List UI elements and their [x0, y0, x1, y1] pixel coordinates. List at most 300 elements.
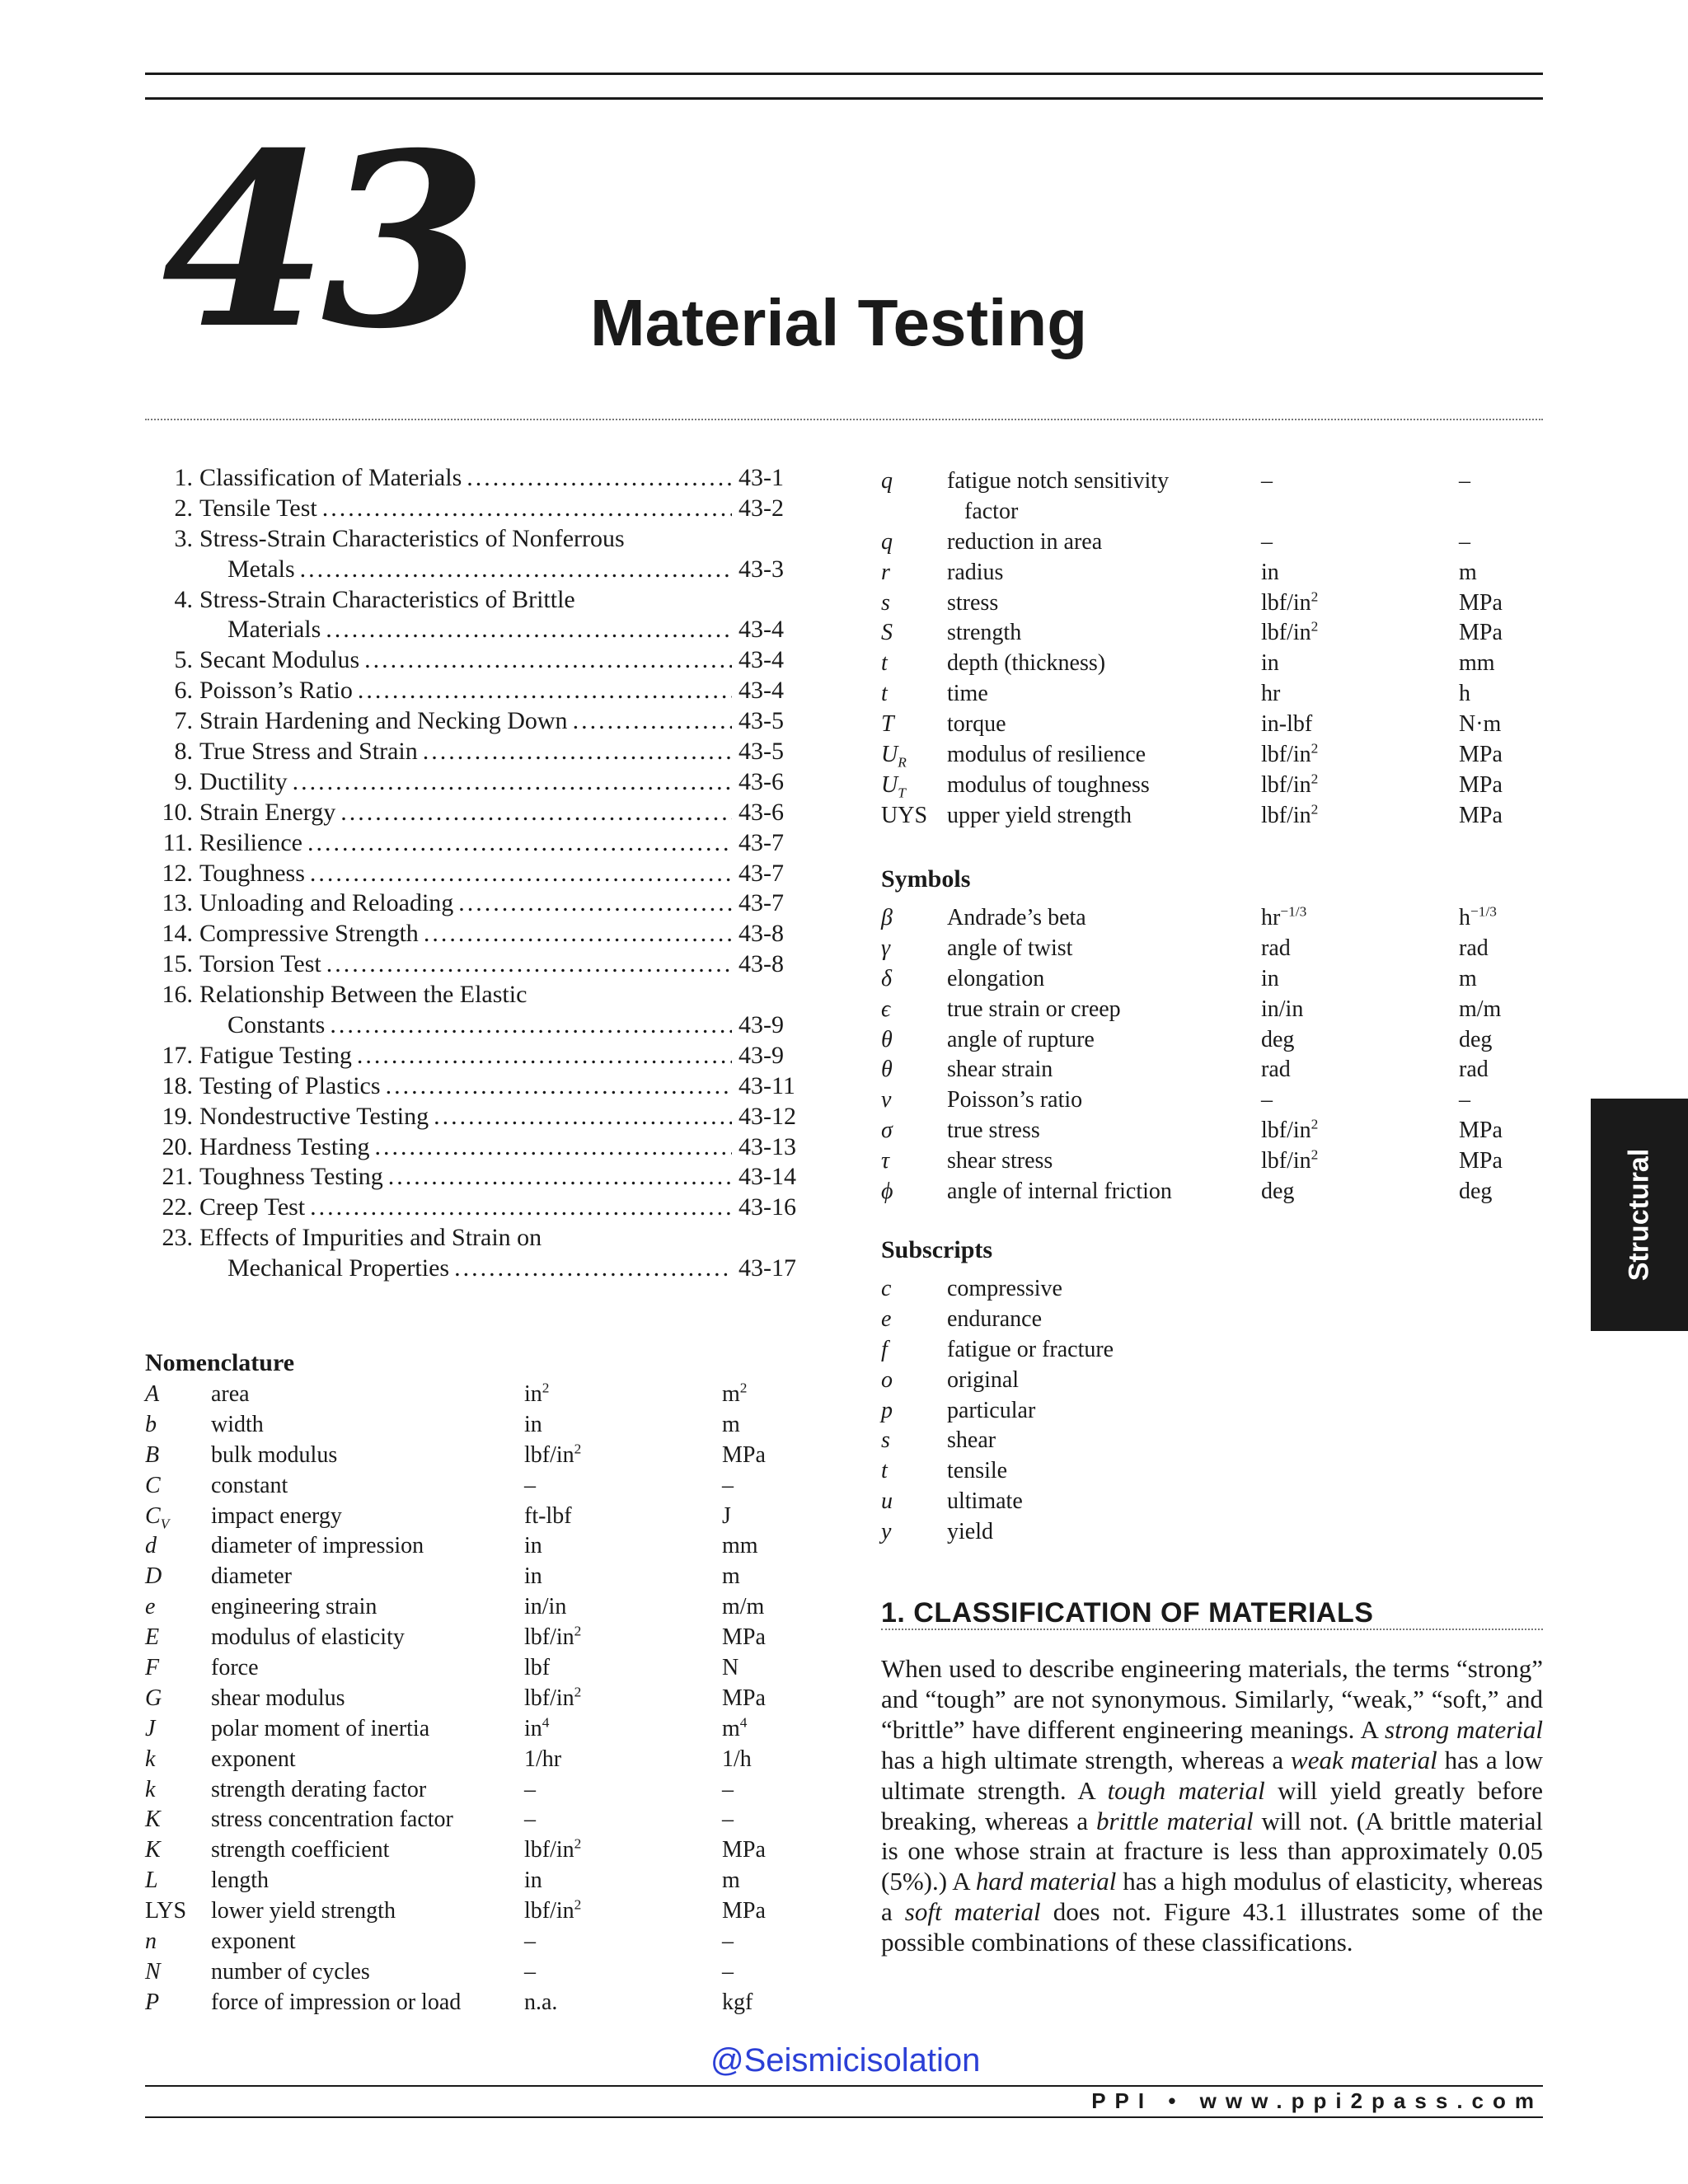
description-cell: original: [947, 1366, 1020, 1393]
symbol-cell: c: [881, 1276, 892, 1301]
symbol-cell: J: [145, 1715, 156, 1741]
table-row: [881, 1085, 1543, 1116]
toc-label: Toughness: [199, 859, 305, 887]
us-unit-cell: lbf/$in^2$: [524, 1623, 582, 1651]
toc-leader: [310, 859, 732, 889]
toc-page: 43-1: [738, 464, 784, 491]
symbol-cell: S: [881, 620, 893, 646]
symbol-cell: s: [881, 1427, 890, 1454]
table-row: [881, 558, 1543, 588]
table-row: [881, 1487, 1543, 1517]
toc-label: Secant Modulus: [199, 646, 360, 674]
table-row: [881, 1396, 1543, 1427]
toc-leader: [358, 676, 732, 706]
si-unit-cell: $h^{-1/3}$: [1459, 903, 1497, 930]
si-unit-cell: –: [722, 1472, 734, 1498]
table-row: [881, 497, 1543, 527]
symbol-cell: t: [881, 1458, 888, 1484]
symbol-cell: y: [881, 1519, 892, 1545]
table-row: [145, 1471, 804, 1502]
table-row: [145, 1957, 804, 1988]
toc-label: Torsion Test: [199, 950, 321, 978]
toc-label: Stress-Strain Characteristics of Brittle: [199, 585, 575, 613]
us-unit-cell: deg: [1261, 1026, 1295, 1052]
si-unit-cell: J: [722, 1502, 731, 1529]
toc-entry[interactable]: [145, 1162, 804, 1193]
us-unit-cell: ft-lbf: [524, 1502, 572, 1529]
us-unit-cell: in/in: [1261, 996, 1304, 1022]
table-row: [145, 1380, 804, 1410]
us-unit-cell: lbf/$in^2$: [524, 1441, 582, 1468]
toc-label: Mechanical Properties: [227, 1254, 450, 1282]
si-unit-cell: $m^2$: [722, 1380, 748, 1407]
table-row: [145, 1410, 804, 1441]
toc-leader: [573, 706, 732, 737]
si-unit-cell: m/m: [1459, 996, 1502, 1022]
us-unit-cell: –: [1261, 1087, 1273, 1113]
side-tab[interactable]: [1591, 1099, 1688, 1331]
description-cell: impact energy: [211, 1502, 342, 1529]
description-cell: lower yield strength: [211, 1898, 396, 1924]
description-cell: true strain or creep: [947, 996, 1121, 1022]
description-cell: stress: [947, 589, 999, 616]
symbol-cell: ϵ: [881, 996, 891, 1022]
toc-label: Tensile Test: [199, 494, 317, 522]
symbol-cell: q: [881, 528, 893, 555]
symbols-table: [881, 903, 1543, 1207]
si-unit-cell: deg: [1459, 1026, 1493, 1052]
si-unit-cell: –: [722, 1807, 734, 1833]
us-unit-cell: in-lbf: [1261, 711, 1313, 738]
toc-number: 23.: [162, 1224, 193, 1252]
us-unit-cell: –: [524, 1472, 536, 1498]
toc-leader: [340, 798, 732, 828]
us-unit-cell: in: [1261, 965, 1279, 991]
symbol-cell: σ: [881, 1118, 893, 1144]
toc-page: 43-5: [738, 738, 784, 766]
toc-label: Unloading and Reloading: [199, 889, 454, 917]
toc-label: Testing of Plastics: [199, 1071, 381, 1099]
toc-page: 43-4: [738, 677, 784, 705]
us-unit-cell: –: [524, 1958, 536, 1985]
toc-number: 20.: [162, 1132, 193, 1160]
watermark: @Seismicisolation: [710, 2042, 981, 2079]
si-unit-cell: –: [722, 1929, 734, 1955]
table-row: [881, 771, 1543, 801]
si-unit-cell: MPa: [1459, 589, 1503, 616]
us-unit-cell: rad: [1261, 935, 1291, 961]
table-row: [881, 995, 1543, 1025]
table-row: [881, 903, 1543, 934]
table-row: [881, 1426, 1543, 1456]
toc-entry[interactable]: [145, 494, 804, 524]
symbol-cell: e: [881, 1305, 892, 1332]
description-cell: time: [947, 681, 988, 707]
us-unit-cell: 1/hr: [524, 1746, 562, 1772]
toc-number: 11.: [162, 828, 193, 856]
toc-page: 43-8: [738, 920, 784, 948]
description-cell: diameter of impression: [211, 1533, 424, 1559]
us-unit-cell: in: [524, 1868, 542, 1894]
description-cell: ultimate: [947, 1488, 1023, 1515]
toc-leader: [330, 1010, 732, 1041]
toc-label: Classification of Materials: [199, 464, 462, 491]
toc-entry[interactable]: [145, 676, 804, 706]
toc-leader: [454, 1254, 732, 1284]
table-row: [881, 649, 1543, 679]
footer-text: PPI • www.ppi2pass.com: [1091, 2088, 1543, 2113]
toc-entry[interactable]: [145, 737, 804, 767]
symbol-cell: P: [145, 1989, 160, 2015]
description-cell: elongation: [947, 965, 1045, 991]
toc-leader: [434, 1102, 732, 1132]
us-unit-cell: lbf/$in^2$: [1261, 1116, 1319, 1144]
description-cell: modulus of toughness: [947, 771, 1150, 798]
toc-entry[interactable]: [145, 1102, 804, 1132]
toc-entry[interactable]: [145, 1071, 804, 1102]
table-row: [145, 1441, 804, 1471]
symbol-cell: t: [881, 681, 888, 707]
table-row: [881, 527, 1543, 558]
si-unit-cell: mm: [722, 1533, 758, 1559]
toc-page: 43-7: [738, 889, 784, 917]
si-unit-cell: $m^4$: [722, 1714, 748, 1741]
description-cell: number of cycles: [211, 1958, 370, 1985]
si-unit-cell: –: [722, 1958, 734, 1985]
description-cell: engineering strain: [211, 1594, 377, 1620]
toc-entry[interactable]: [145, 463, 804, 494]
table-row: [881, 1366, 1543, 1396]
toc-number: 22.: [162, 1193, 193, 1221]
symbol-cell: δ: [881, 965, 893, 991]
toc-page: 43-6: [738, 767, 784, 795]
toc-leader: [386, 1071, 732, 1102]
symbol-cell: $U_R$: [881, 742, 907, 771]
toc-leader: [388, 1162, 732, 1193]
symbol-cell: ν: [881, 1087, 892, 1113]
symbol-cell: LYS: [145, 1898, 187, 1924]
toc-number: 15.: [162, 950, 193, 978]
toc-page: 43-12: [738, 1102, 796, 1130]
table-row: [881, 679, 1543, 710]
si-unit-cell: 1/h: [722, 1746, 752, 1772]
toc-number: 16.: [162, 981, 193, 1009]
toc-entry[interactable]: [145, 949, 804, 980]
toc-page: 43-7: [738, 828, 784, 856]
us-unit-cell: in/in: [524, 1594, 567, 1620]
chapter-number: 43: [162, 101, 481, 382]
symbol-cell: τ: [881, 1148, 890, 1174]
table-row: [881, 1274, 1543, 1305]
si-unit-cell: MPa: [1459, 802, 1503, 828]
footer-rule-2: [145, 2116, 1543, 2118]
us-unit-cell: hr: [1261, 681, 1281, 707]
toc-entry[interactable]: [145, 1193, 804, 1223]
si-unit-cell: mm: [1459, 650, 1495, 677]
toc-label: True Stress and Strain: [199, 738, 418, 766]
description-cell: compressive: [947, 1276, 1062, 1301]
symbol-cell: E: [145, 1624, 160, 1651]
toc-entry[interactable]: [145, 1254, 804, 1284]
description-cell: fatigue notch sensitivity: [947, 468, 1170, 494]
toc-entry[interactable]: [145, 767, 804, 798]
symbol-cell: A: [145, 1381, 160, 1407]
toc-leader: [458, 888, 732, 919]
us-unit-cell: lbf: [524, 1655, 551, 1681]
toc-leader: [310, 1193, 732, 1223]
description-cell: shear modulus: [211, 1685, 345, 1711]
description-cell: force: [211, 1655, 259, 1681]
description-cell: upper yield strength: [947, 802, 1132, 828]
description-cell: width: [211, 1411, 264, 1437]
toc-entry[interactable]: [145, 555, 804, 585]
toc-leader: [293, 767, 732, 798]
table-row: [145, 1562, 804, 1592]
toc-entry[interactable]: [145, 524, 804, 555]
description-cell: angle of rupture: [947, 1026, 1095, 1052]
toc-leader: [423, 737, 732, 767]
toc-label: Nondestructive Testing: [199, 1102, 429, 1130]
description-cell: constant: [211, 1472, 288, 1498]
toc-page: 43-6: [738, 798, 784, 826]
symbol-cell: N: [145, 1958, 161, 1985]
toc-page: 43-4: [738, 616, 784, 644]
us-unit-cell: –: [524, 1929, 536, 1955]
us-unit-cell: in: [524, 1411, 542, 1437]
toc-label: Constants: [227, 1011, 326, 1039]
table-of-contents: [145, 463, 804, 1284]
section-heading: 1. CLASSIFICATION OF MATERIALS: [881, 1597, 1374, 1629]
toc-label: Relationship Between the Elastic: [199, 981, 528, 1009]
symbol-cell: d: [145, 1533, 157, 1559]
symbol-cell: K: [145, 1837, 161, 1863]
toc-number: 14.: [162, 920, 193, 948]
us-unit-cell: lbf/$in^2$: [524, 1684, 582, 1711]
table-row: [881, 1517, 1543, 1548]
si-unit-cell: m: [722, 1411, 740, 1437]
toc-number: 3.: [174, 524, 193, 552]
us-unit-cell: –: [1261, 528, 1273, 555]
symbol-cell: γ: [881, 935, 891, 961]
si-unit-cell: MPa: [1459, 742, 1503, 768]
nomenclature-table-continued: [881, 466, 1543, 832]
description-cell: fatigue or fracture: [947, 1336, 1114, 1362]
description-cell: exponent: [211, 1929, 296, 1955]
toc-leader: [326, 615, 732, 645]
us-unit-cell: lbf/$in^2$: [1261, 740, 1319, 768]
toc-number: 19.: [162, 1102, 193, 1130]
description-cell: tensile: [947, 1458, 1008, 1484]
toc-number: 1.: [174, 464, 193, 491]
table-row: [145, 1684, 804, 1714]
si-unit-cell: –: [722, 1776, 734, 1802]
toc-leader: [300, 555, 732, 585]
toc-number: 21.: [162, 1163, 193, 1191]
description-cell: angle of internal friction: [947, 1179, 1172, 1205]
symbol-cell: b: [145, 1411, 157, 1437]
si-unit-cell: –: [1459, 1087, 1470, 1113]
table-row: [145, 1623, 804, 1653]
symbol-cell: D: [145, 1563, 162, 1590]
table-row: [881, 1305, 1543, 1335]
toc-label: Poisson’s Ratio: [199, 677, 353, 705]
description-cell: strength coefficient: [211, 1837, 390, 1863]
symbol-cell: n: [145, 1929, 157, 1955]
us-unit-cell: in: [1261, 650, 1279, 677]
toc-entry[interactable]: [145, 1041, 804, 1071]
si-unit-cell: MPa: [722, 1624, 766, 1651]
us-unit-cell: $in^4$: [524, 1714, 550, 1741]
symbol-cell: β: [881, 905, 893, 930]
toc-label: Ductility: [199, 767, 288, 795]
toc-number: 9.: [174, 767, 193, 795]
nomenclature-heading: Nomenclature: [145, 1349, 295, 1376]
description-cell: true stress: [947, 1118, 1040, 1144]
toc-entry[interactable]: [145, 1132, 804, 1163]
subscripts-table: [881, 1274, 1543, 1548]
symbol-cell: o: [881, 1366, 893, 1393]
us-unit-cell: $in^2$: [524, 1380, 550, 1407]
toc-entry[interactable]: [145, 1010, 804, 1041]
si-unit-cell: N·m: [1459, 711, 1502, 738]
toc-label: Toughness Testing: [199, 1163, 383, 1191]
toc-label: Metals: [227, 555, 295, 583]
toc-number: 10.: [162, 798, 193, 826]
us-unit-cell: lbf/$in^2$: [1261, 619, 1319, 646]
description-cell: diameter: [211, 1563, 292, 1590]
toc-entry[interactable]: [145, 1223, 804, 1254]
toc-label: Hardness Testing: [199, 1132, 370, 1160]
symbols-heading: Symbols: [881, 865, 971, 893]
si-unit-cell: MPa: [1459, 771, 1503, 798]
description-cell: torque: [947, 711, 1006, 738]
us-unit-cell: lbf/$in^2$: [524, 1836, 582, 1863]
description-cell: modulus of elasticity: [211, 1624, 405, 1651]
description-cell: Poisson’s ratio: [947, 1087, 1083, 1113]
toc-leader: [374, 1132, 732, 1163]
description-cell: stress concentration factor: [211, 1807, 453, 1833]
toc-entry[interactable]: [145, 645, 804, 676]
title-divider: [145, 419, 1543, 420]
table-row: [881, 740, 1543, 771]
symbol-cell: $U_T$: [881, 771, 906, 801]
symbol-cell: G: [145, 1685, 162, 1711]
toc-entry[interactable]: [145, 615, 804, 645]
table-row: [145, 1927, 804, 1957]
table-row: [881, 801, 1543, 832]
toc-label: Fatigue Testing: [199, 1041, 352, 1069]
toc-entry[interactable]: [145, 980, 804, 1010]
toc-number: 4.: [174, 585, 193, 613]
us-unit-cell: lbf/$in^2$: [1261, 1146, 1319, 1174]
toc-page: 43-7: [738, 859, 784, 887]
toc-entry[interactable]: [145, 828, 804, 859]
table-row: [881, 1146, 1543, 1177]
si-unit-cell: m: [1459, 559, 1477, 585]
description-cell: length: [211, 1868, 269, 1894]
toc-leader: [364, 645, 732, 676]
table-row: [145, 1653, 804, 1684]
us-unit-cell: deg: [1261, 1179, 1295, 1205]
toc-label: Resilience: [199, 828, 302, 856]
symbol-cell: q: [881, 468, 893, 494]
toc-entry[interactable]: [145, 798, 804, 828]
description-cell: shear strain: [947, 1057, 1053, 1083]
toc-page: 43-5: [738, 707, 784, 735]
toc-number: 13.: [162, 889, 193, 917]
description-cell: angle of twist: [947, 935, 1073, 961]
toc-entry[interactable]: [145, 706, 804, 737]
description-cell: particular: [947, 1397, 1036, 1423]
us-unit-cell: in: [524, 1563, 542, 1590]
table-row: [145, 1988, 804, 2018]
table-row: [145, 1745, 804, 1775]
table-row: [881, 1055, 1543, 1085]
toc-number: 17.: [162, 1041, 193, 1069]
si-unit-cell: rad: [1459, 1057, 1489, 1083]
description-cell: exponent: [211, 1746, 296, 1772]
symbol-cell: F: [145, 1655, 160, 1681]
table-row: [881, 934, 1543, 964]
si-unit-cell: –: [1459, 468, 1470, 494]
toc-number: 2.: [174, 494, 193, 522]
si-unit-cell: m: [722, 1868, 740, 1894]
us-unit-cell: lbf/$in^2$: [1261, 771, 1319, 798]
si-unit-cell: rad: [1459, 935, 1489, 961]
us-unit-cell: –: [524, 1776, 536, 1802]
si-unit-cell: deg: [1459, 1179, 1493, 1205]
toc-label: Strain Energy: [199, 798, 336, 826]
top-rule-2: [145, 97, 1543, 100]
description-cell: polar moment of inertia: [211, 1715, 430, 1741]
description-cell: depth (thickness): [947, 650, 1106, 677]
symbol-cell: B: [145, 1441, 160, 1468]
toc-page: 43-9: [738, 1011, 784, 1039]
table-row: [881, 964, 1543, 995]
symbol-cell: f: [881, 1336, 888, 1362]
toc-number: 5.: [174, 646, 193, 674]
toc-number: 8.: [174, 738, 193, 766]
toc-entry[interactable]: [145, 859, 804, 889]
toc-page: 43-16: [738, 1193, 796, 1221]
toc-page: 43-14: [738, 1163, 796, 1191]
description-cell: reduction in area: [947, 528, 1103, 555]
symbol-cell: θ: [881, 1026, 893, 1052]
description-cell: radius: [947, 559, 1004, 585]
si-unit-cell: m: [722, 1563, 740, 1590]
side-tab-label: Structural: [1623, 1148, 1655, 1282]
description-cell: strength: [947, 620, 1022, 646]
toc-leader: [326, 949, 732, 980]
toc-number: 6.: [174, 677, 193, 705]
toc-label: Creep Test: [199, 1193, 306, 1221]
us-unit-cell: –: [524, 1807, 536, 1833]
toc-entry[interactable]: [145, 585, 804, 616]
table-row: [881, 1335, 1543, 1366]
toc-page: 43-2: [738, 494, 784, 522]
symbol-cell: s: [881, 589, 890, 616]
toc-entry[interactable]: [145, 888, 804, 919]
table-row: [881, 1116, 1543, 1146]
toc-leader: [322, 494, 732, 524]
description-cell: yield: [947, 1519, 993, 1545]
toc-entry[interactable]: [145, 919, 804, 949]
symbol-cell: p: [881, 1397, 893, 1423]
symbol-cell: $C_V$: [145, 1502, 170, 1532]
us-unit-cell: rad: [1261, 1057, 1291, 1083]
description-cell: shear: [947, 1427, 996, 1454]
si-unit-cell: MPa: [722, 1898, 766, 1924]
